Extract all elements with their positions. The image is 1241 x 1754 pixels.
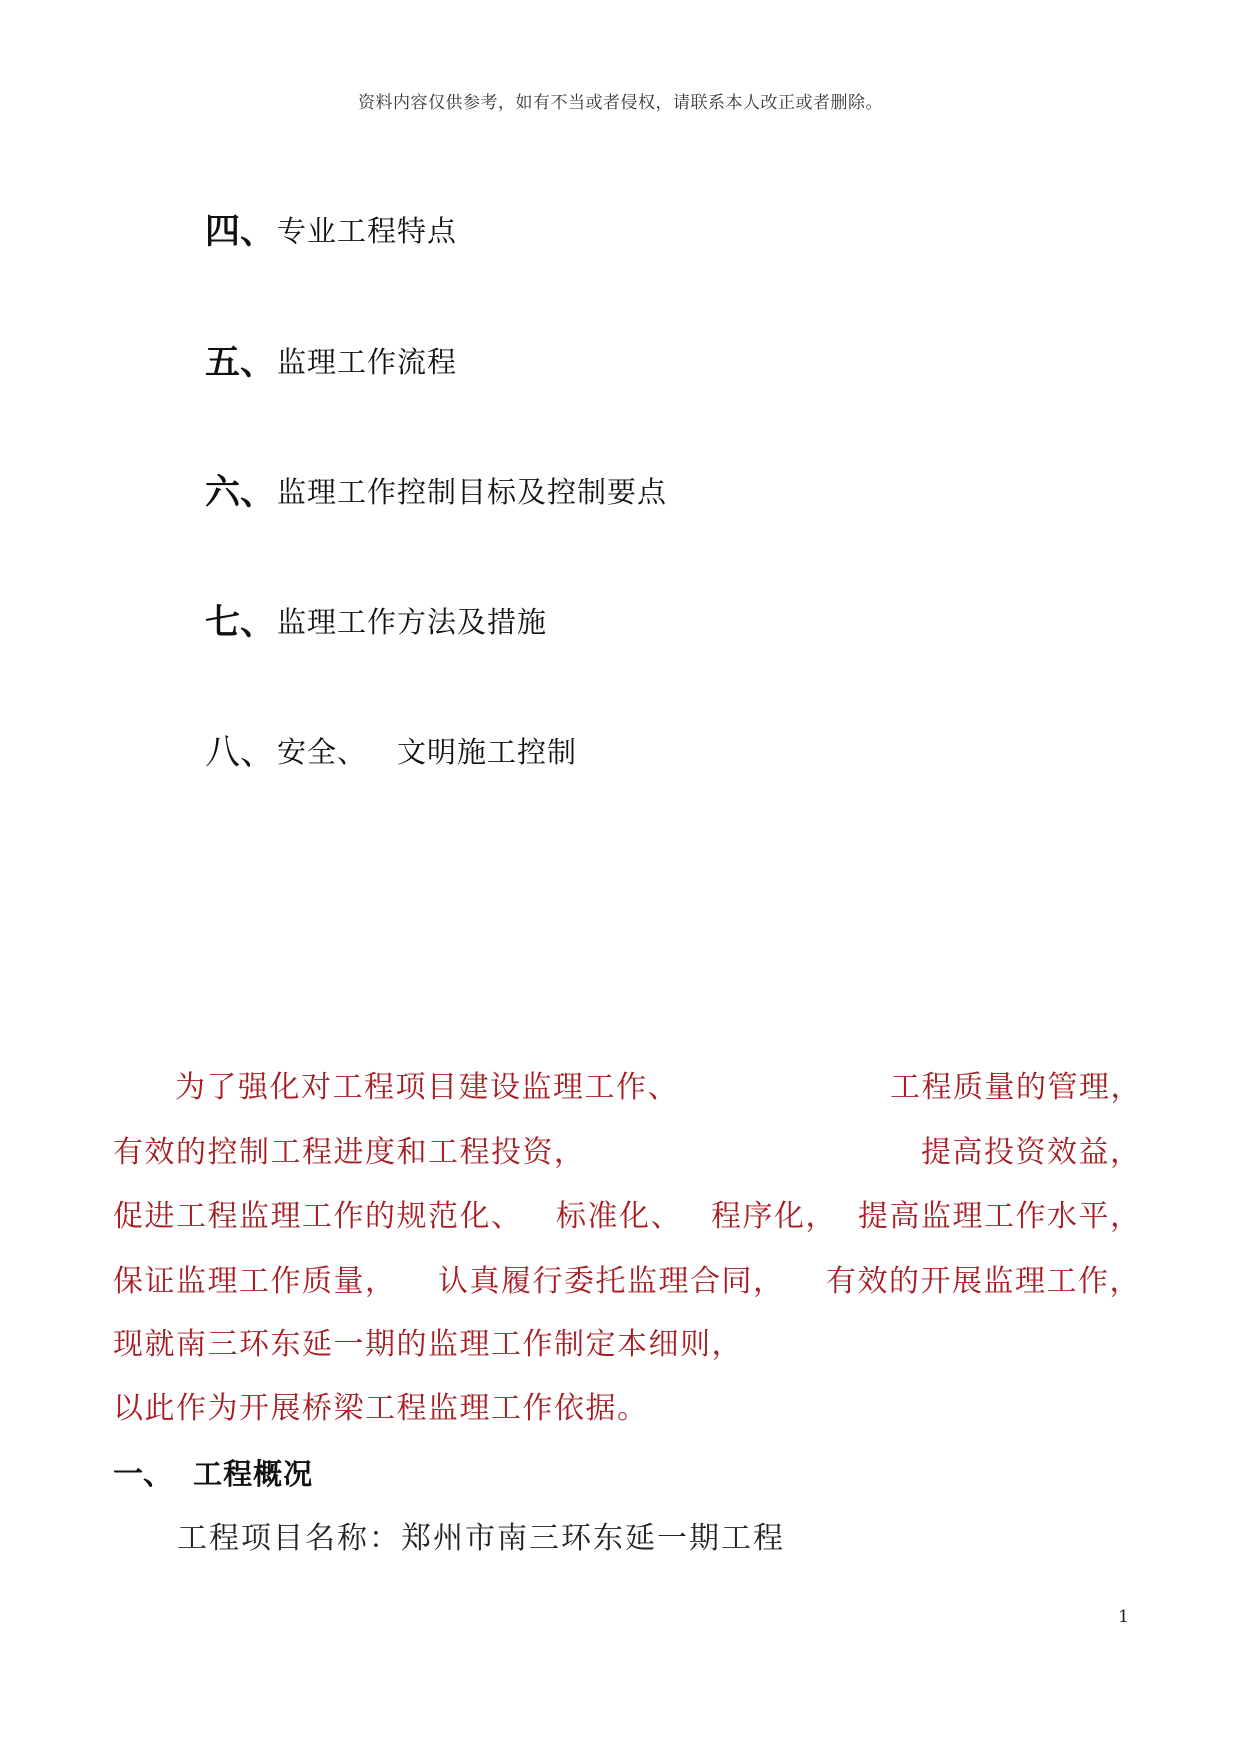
toc-item-6 (205, 466, 667, 514)
intro-line-4-part-a: 保证监理工作质量， (113, 1264, 397, 1299)
toc-item-4 (205, 205, 457, 253)
toc-number: 八、 (205, 733, 276, 773)
toc-number: 七、 (205, 602, 276, 643)
toc-title: 专业工程特点 (277, 213, 458, 248)
disclaimer-header: 资料内容仅供参考，如有不当或者侵权，请联系本人改正或者删除。 (358, 93, 883, 113)
section-title: 工程概况 (193, 1457, 314, 1491)
intro-line-1 (113, 1068, 1142, 1108)
intro-line-1-part-a: 为了强化对工程项目建设监理工作、 (175, 1070, 679, 1105)
toc-title: 监理工作流程 (277, 344, 458, 379)
intro-line-4-part-b: 认真履行委托监理合同， (438, 1264, 785, 1299)
intro-line-2-part-a: 有效的控制工程进度和工程投资， (113, 1135, 586, 1170)
project-name-line: 工程项目名称：郑州市南三环东延一期工程 (177, 1521, 785, 1556)
section-heading (113, 1452, 313, 1496)
intro-line-3-part-b: 标准化、 (556, 1199, 682, 1234)
toc-title-part-b: 文明施工控制 (397, 734, 578, 769)
intro-line-2-part-b: 提高投资效益， (921, 1135, 1142, 1170)
intro-line-5: 现就南三环东延一期的监理工作制定本细则， (113, 1327, 743, 1362)
intro-line-3-part-d: 提高监理工作水平， (858, 1199, 1142, 1234)
intro-line-3-part-a: 促进工程监理工作的规范化、 (113, 1199, 523, 1234)
intro-line-1-part-b: 工程质量的管理， (890, 1070, 1142, 1105)
intro-line-6: 以此作为开展桥梁工程监理工作依据。 (113, 1391, 649, 1426)
intro-line-4 (113, 1262, 1141, 1302)
toc-number: 五、 (205, 342, 276, 383)
toc-title: 监理工作方法及措施 (277, 604, 548, 639)
intro-line-4-part-c: 有效的开展监理工作， (826, 1264, 1141, 1299)
toc-title-part-a: 安全、 (277, 734, 368, 769)
toc-item-8 (205, 726, 577, 774)
section-number: 一、 (113, 1457, 173, 1492)
intro-line-3 (113, 1197, 1142, 1237)
toc-item-7 (205, 596, 547, 644)
toc-title: 监理工作控制目标及控制要点 (277, 474, 668, 509)
toc-title (277, 730, 577, 771)
page-number: 1 (1118, 1607, 1129, 1627)
toc-item-5 (205, 336, 457, 384)
intro-line-2 (113, 1133, 1142, 1173)
intro-line-3-part-c: 程序化， (711, 1199, 837, 1234)
toc-number: 六、 (205, 472, 276, 513)
toc-number: 四、 (205, 211, 276, 252)
